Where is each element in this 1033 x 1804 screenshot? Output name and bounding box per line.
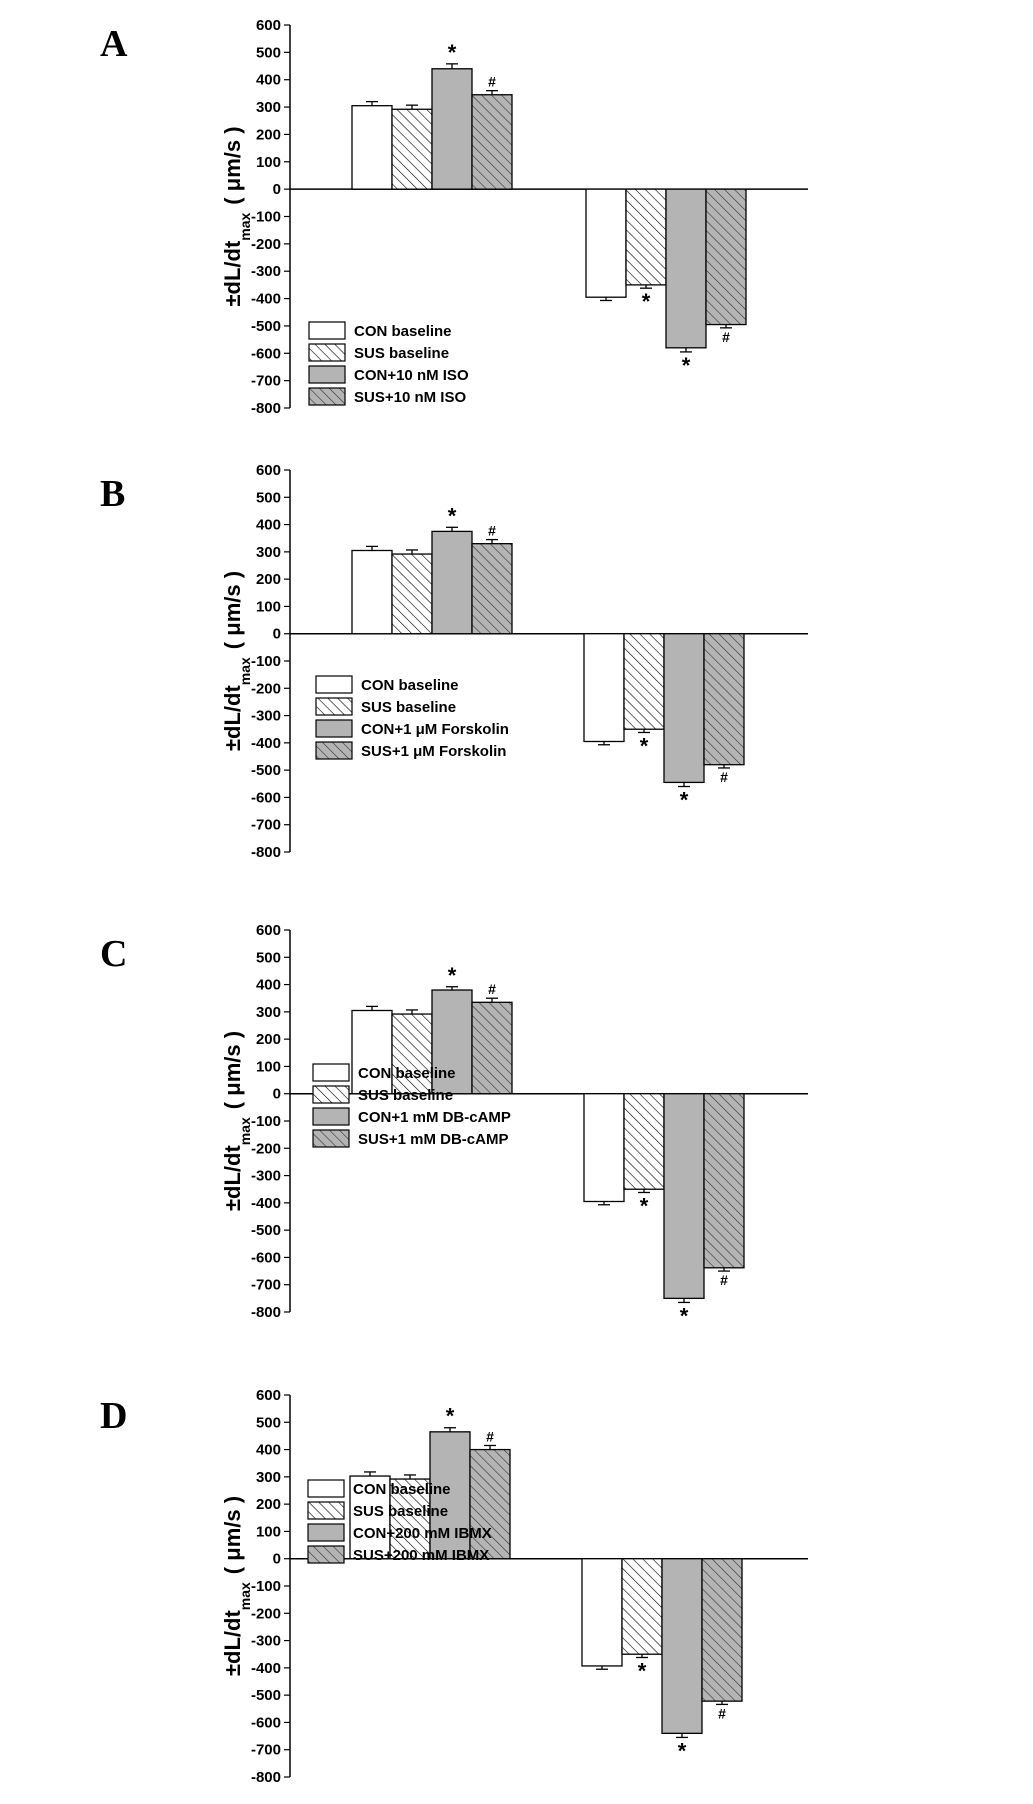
bar (582, 1559, 622, 1666)
bar-chart-c (0, 910, 1033, 1330)
y-tick-label: 200 (255, 571, 281, 589)
significance-star: * (637, 1658, 647, 1684)
y-tick-label: 200 (255, 1031, 281, 1049)
y-tick-label: -100 (250, 653, 281, 670)
bar (706, 189, 746, 324)
legend-swatch (308, 1502, 344, 1519)
bar (624, 634, 664, 730)
legend-swatch (309, 366, 345, 383)
y-tick-label: 0 (272, 1085, 281, 1103)
significance-star: * (445, 1403, 455, 1429)
y-axis-label (220, 1031, 253, 1211)
y-tick-label: 500 (255, 1414, 281, 1432)
y-tick-label: -800 (250, 400, 281, 417)
panel-letter: D (100, 1395, 128, 1437)
legend-label: SUS+10 nM ISO (354, 389, 467, 406)
y-tick-label: -500 (250, 1687, 281, 1705)
y-tick-label: -600 (250, 1714, 281, 1732)
y-tick-label: 100 (255, 598, 281, 616)
bar (622, 1559, 662, 1655)
y-tick-label: 100 (255, 1058, 281, 1076)
legend-label: CON+1 mM DB-cAMP (358, 1109, 511, 1126)
y-tick-label: -200 (250, 235, 281, 253)
legend-label: SUS+1 μM Forskolin (361, 743, 507, 760)
bar (470, 1450, 510, 1559)
y-axis-label-subscript: max (237, 1582, 253, 1611)
y-tick-label: 200 (255, 126, 281, 144)
legend-swatch (309, 344, 345, 361)
y-axis-label-main: ±dL/dt (220, 240, 245, 307)
y-tick-label: -600 (250, 1249, 281, 1267)
y-tick-label: 200 (255, 1496, 281, 1514)
y-tick-label: -700 (250, 1741, 281, 1759)
y-tick-label: -700 (250, 372, 281, 390)
bar (586, 189, 626, 297)
y-tick-label: -300 (250, 1632, 281, 1650)
y-axis-label-subscript: max (237, 657, 253, 686)
y-tick-label: -200 (250, 680, 281, 698)
bar (664, 634, 704, 783)
bar (664, 1094, 704, 1299)
significance-star: * (639, 1193, 649, 1219)
significance-hash: # (486, 1428, 494, 1445)
significance-star: * (639, 733, 649, 759)
y-axis-label-unit: ( μm/s ) (220, 570, 245, 650)
legend-swatch (313, 1086, 349, 1103)
panel-a (0, 0, 1033, 420)
significance-star: * (681, 352, 691, 378)
bar (702, 1559, 742, 1701)
significance-hash: # (718, 1705, 726, 1722)
y-tick-label: 100 (255, 153, 281, 171)
bar (352, 106, 392, 189)
legend-label: SUS+1 mM DB-cAMP (358, 1131, 509, 1148)
y-tick-label: -100 (250, 1578, 281, 1595)
y-axis-label-main: ±dL/dt (220, 685, 245, 752)
legend-label: SUS baseline (361, 699, 457, 716)
legend-label: CON+10 nM ISO (354, 367, 469, 384)
bar (624, 1094, 664, 1190)
y-tick-label: -800 (250, 1304, 281, 1321)
y-tick-label: -400 (250, 1659, 281, 1677)
legend-label: CON baseline (358, 1065, 456, 1082)
legend-swatch (308, 1480, 344, 1497)
bar (352, 550, 392, 633)
y-tick-label: 400 (255, 1441, 281, 1459)
legend-label: SUS+200 mM IBMX (353, 1547, 490, 1564)
bar (704, 1094, 744, 1268)
y-tick-label: 300 (255, 99, 281, 117)
significance-star: * (679, 787, 689, 813)
y-tick-label: 500 (255, 949, 281, 967)
panel-letter: B (100, 473, 126, 515)
bar (432, 69, 472, 189)
y-tick-label: -200 (250, 1605, 281, 1623)
y-tick-label: 300 (255, 1468, 281, 1486)
significance-star: * (447, 503, 457, 529)
bar (472, 95, 512, 189)
legend-swatch (316, 698, 352, 715)
y-tick-label: 0 (272, 625, 281, 643)
significance-star: * (641, 289, 651, 315)
bar (392, 554, 432, 634)
y-axis-label-main: ±dL/dt (220, 1610, 245, 1677)
legend-swatch (316, 720, 352, 737)
legend-swatch (309, 322, 345, 339)
legend-label: SUS baseline (353, 1503, 449, 1520)
legend-swatch (313, 1108, 349, 1125)
bar (662, 1559, 702, 1734)
legend-swatch (316, 742, 352, 759)
panel-c (0, 910, 1033, 1330)
legend-swatch (313, 1064, 349, 1081)
legend-swatch (308, 1524, 344, 1541)
y-tick-label: -400 (250, 290, 281, 308)
bar (584, 1094, 624, 1202)
y-tick-label: 300 (255, 1003, 281, 1021)
y-tick-label: -800 (250, 844, 281, 861)
legend-label: SUS baseline (354, 345, 450, 362)
bar (666, 189, 706, 348)
significance-hash: # (488, 522, 496, 539)
y-axis-label-main: ±dL/dt (220, 1145, 245, 1212)
panel-b (0, 450, 1033, 870)
legend-label: CON baseline (354, 323, 452, 340)
legend-swatch (309, 388, 345, 405)
y-axis-label-unit: ( μm/s ) (220, 1495, 245, 1575)
y-tick-label: 500 (255, 489, 281, 507)
y-tick-label: 600 (255, 1387, 281, 1404)
y-tick-label: -800 (250, 1769, 281, 1786)
bar (704, 634, 744, 765)
significance-star: * (447, 962, 457, 988)
y-tick-label: 400 (255, 516, 281, 534)
y-tick-label: -500 (250, 1222, 281, 1240)
y-tick-label: 600 (255, 922, 281, 939)
legend-swatch (313, 1130, 349, 1147)
y-tick-label: 500 (255, 44, 281, 62)
legend-label: CON+1 μM Forskolin (361, 721, 509, 738)
bar-chart-b (0, 450, 1033, 870)
y-tick-label: -500 (250, 317, 281, 335)
y-axis-label-unit: ( μm/s ) (220, 1030, 245, 1110)
y-axis-label (220, 126, 253, 306)
legend-label: CON+200 mM IBMX (353, 1525, 492, 1542)
y-tick-label: -200 (250, 1140, 281, 1158)
y-tick-label: -100 (250, 1113, 281, 1130)
panel-letter: C (100, 933, 128, 975)
significance-star: * (447, 39, 457, 65)
panel-d (0, 1372, 1033, 1804)
y-tick-label: -400 (250, 1194, 281, 1212)
y-axis-label-unit: ( μm/s ) (220, 126, 245, 205)
y-tick-label: -300 (250, 263, 281, 281)
significance-hash: # (720, 768, 728, 785)
y-tick-label: -400 (250, 734, 281, 752)
bar (626, 189, 666, 285)
legend-label: CON baseline (353, 1481, 451, 1498)
significance-star: * (677, 1738, 687, 1764)
y-tick-label: 300 (255, 543, 281, 561)
y-axis-label (220, 1496, 253, 1676)
y-tick-label: -700 (250, 816, 281, 834)
y-tick-label: -100 (250, 208, 281, 226)
significance-hash: # (722, 328, 730, 345)
bar (432, 531, 472, 633)
y-tick-label: -300 (250, 707, 281, 725)
bar (584, 634, 624, 742)
y-axis-label-subscript: max (237, 1117, 253, 1146)
y-tick-label: -700 (250, 1276, 281, 1294)
legend-label: CON baseline (361, 677, 459, 694)
y-tick-label: 400 (255, 71, 281, 89)
y-tick-label: -600 (250, 345, 281, 363)
bar-chart-d (0, 1372, 1033, 1804)
significance-hash: # (488, 73, 496, 90)
significance-star: * (679, 1303, 689, 1329)
legend-swatch (308, 1546, 344, 1563)
y-tick-label: -500 (250, 762, 281, 780)
y-tick-label: -300 (250, 1167, 281, 1185)
legend-label: SUS baseline (358, 1087, 454, 1104)
y-tick-label: -600 (250, 789, 281, 807)
y-tick-label: 0 (272, 1550, 281, 1568)
y-tick-label: 600 (255, 17, 281, 34)
y-tick-label: 100 (255, 1523, 281, 1541)
panel-letter: A (100, 23, 128, 65)
y-tick-label: 0 (272, 181, 281, 199)
bar-chart-a (0, 0, 1033, 420)
y-axis-label (220, 571, 253, 751)
legend-swatch (316, 676, 352, 693)
y-tick-label: 400 (255, 976, 281, 994)
y-tick-label: 600 (255, 462, 281, 479)
significance-hash: # (720, 1272, 728, 1289)
significance-hash: # (488, 981, 496, 998)
bar (472, 1002, 512, 1093)
y-axis-label-subscript: max (237, 212, 253, 241)
bar (392, 109, 432, 189)
bar (472, 544, 512, 634)
